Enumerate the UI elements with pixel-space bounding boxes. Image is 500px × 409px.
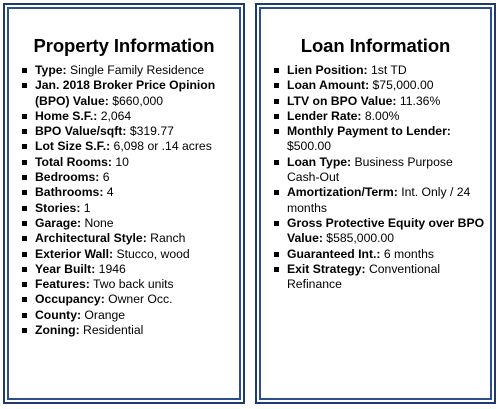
- property-list-item: [5, 124, 243, 139]
- property-information-list: [5, 63, 243, 338]
- property-list-item: [5, 216, 243, 231]
- property-item-label: Bathrooms:: [35, 185, 104, 200]
- bullet-icon: [274, 83, 279, 88]
- loan-list-item: [257, 216, 494, 247]
- property-item-label: Features:: [35, 277, 90, 292]
- property-list-item: [5, 139, 243, 154]
- loan-item-label: Lender Rate:: [287, 108, 362, 123]
- property-list-item: [5, 201, 243, 216]
- bullet-icon: [22, 267, 27, 272]
- property-item-label: Bedrooms:: [35, 170, 100, 185]
- property-item-value: Residential: [79, 323, 144, 338]
- bullet-icon: [22, 190, 27, 195]
- property-item-value: Two back units: [89, 277, 174, 292]
- loan-information-panel: [255, 3, 496, 404]
- loan-list-item: [257, 262, 494, 293]
- loan-item-value: 8.00%: [361, 108, 400, 123]
- property-item-label: Type:: [35, 63, 67, 77]
- property-item-label: Home S.F.:: [35, 108, 98, 123]
- loan-list-item: [257, 94, 494, 109]
- property-item-label: Architectural Style:: [35, 231, 147, 246]
- property-list-item: [5, 292, 243, 307]
- property-item-value: Ranch: [146, 231, 186, 246]
- bullet-icon: [22, 297, 27, 302]
- property-item-value: Stucco, wood: [113, 246, 190, 261]
- loan-item-value: $585,000.00: [322, 231, 395, 246]
- bullet-icon: [22, 83, 27, 88]
- bullet-icon: [274, 190, 279, 195]
- property-list-item: [5, 247, 243, 262]
- bullet-icon: [274, 114, 279, 119]
- loan-item-label: Guaranteed Int.:: [287, 246, 381, 261]
- bullet-icon: [274, 221, 279, 226]
- loan-item-value: 11.36%: [396, 93, 441, 108]
- loan-item-label: Loan Type:: [287, 154, 352, 169]
- property-list-item: [5, 109, 243, 124]
- property-item-value: 10: [111, 154, 129, 169]
- property-item-value: 2,064: [97, 108, 132, 123]
- property-list-item: [5, 170, 243, 185]
- loan-list-item: [257, 155, 494, 186]
- bullet-icon: [22, 144, 27, 149]
- property-list-item: [5, 63, 243, 78]
- property-list-item: [5, 78, 243, 109]
- loan-information-title: Loan Information: [300, 35, 451, 56]
- property-list-item: [5, 155, 243, 170]
- property-item-label: Year Built:: [35, 261, 96, 276]
- loan-list-item: [257, 63, 494, 78]
- loan-item-label: Lien Position:: [287, 63, 368, 77]
- property-item-value: 1946: [95, 261, 126, 276]
- bullet-icon: [22, 313, 27, 318]
- bullet-icon: [22, 236, 27, 241]
- loan-item-label: Monthly Payment to Lender:: [287, 124, 451, 139]
- property-information-title: Property Information: [33, 35, 215, 56]
- bullet-icon: [22, 206, 27, 211]
- property-item-label: Occupancy:: [35, 292, 105, 307]
- property-item-label: Jan. 2018 Broker Price Opinion (BPO) Value:: [35, 78, 216, 108]
- property-item-label: Lot Size S.F.:: [35, 139, 111, 154]
- loan-item-label: Exit Strategy:: [287, 261, 366, 276]
- property-item-value: $319.77: [126, 124, 174, 139]
- property-list-item: [5, 277, 243, 292]
- property-item-label: Total Rooms:: [35, 154, 112, 169]
- property-information-panel: [3, 3, 245, 404]
- property-item-label: Zoning:: [35, 323, 80, 338]
- property-item-value: Orange: [81, 307, 126, 322]
- bullet-icon: [274, 267, 279, 272]
- property-item-value: 6: [99, 170, 110, 185]
- property-list-item: [5, 262, 243, 277]
- bullet-icon: [274, 68, 279, 73]
- property-list-item: [5, 231, 243, 246]
- loan-item-value: 1st TD: [367, 63, 407, 77]
- property-item-label: BPO Value/sqft:: [35, 124, 127, 139]
- property-item-value: Owner Occ.: [104, 292, 173, 307]
- bullet-icon: [22, 252, 27, 257]
- bullet-icon: [22, 160, 27, 165]
- loan-item-label: Gross Protective Equity over BPO Value:: [287, 215, 485, 246]
- loan-item-value: $75,000.00: [369, 78, 434, 93]
- loan-item-value: $500.00: [287, 139, 332, 154]
- loan-item-label: Loan Amount:: [287, 78, 370, 93]
- property-item-value: 6,098 or .14 acres: [110, 139, 212, 154]
- loan-list-item: [257, 109, 494, 124]
- loan-list-item: [257, 247, 494, 262]
- property-list-item: [5, 185, 243, 200]
- property-item-value: Single Family Residence: [66, 63, 205, 77]
- bullet-icon: [22, 68, 27, 73]
- bullet-icon: [274, 252, 279, 257]
- loan-item-value: Conventional Refinance: [287, 261, 441, 292]
- loan-item-label: LTV on BPO Value:: [287, 93, 397, 108]
- property-list-item: [5, 323, 243, 338]
- bullet-icon: [22, 114, 27, 119]
- bullet-icon: [274, 99, 279, 104]
- bullet-icon: [22, 282, 27, 287]
- loan-list-item: [257, 124, 494, 155]
- loan-item-label: Amortization/Term:: [287, 185, 398, 200]
- property-item-label: Exterior Wall:: [35, 246, 114, 261]
- loan-item-value: Business Purpose Cash-Out: [287, 154, 453, 185]
- property-item-value: $660,000: [108, 93, 164, 108]
- bullet-icon: [274, 160, 279, 165]
- bullet-icon: [274, 129, 279, 134]
- property-item-value: None: [81, 215, 114, 230]
- loan-item-value: 6 months: [380, 246, 434, 261]
- loan-list-item: [257, 78, 494, 93]
- property-item-label: County:: [35, 307, 82, 322]
- bullet-icon: [22, 175, 27, 180]
- property-item-label: Garage:: [35, 215, 82, 230]
- loan-information-list: [257, 63, 494, 292]
- bullet-icon: [22, 221, 27, 226]
- property-item-value: 4: [103, 185, 114, 200]
- bullet-icon: [22, 328, 27, 333]
- property-list-item: [5, 308, 243, 323]
- loan-item-value: Int. Only / 24 months: [287, 185, 471, 215]
- property-item-label: Stories:: [35, 200, 81, 215]
- loan-list-item: [257, 185, 494, 216]
- property-item-value: 1: [80, 200, 91, 215]
- bullet-icon: [22, 129, 27, 134]
